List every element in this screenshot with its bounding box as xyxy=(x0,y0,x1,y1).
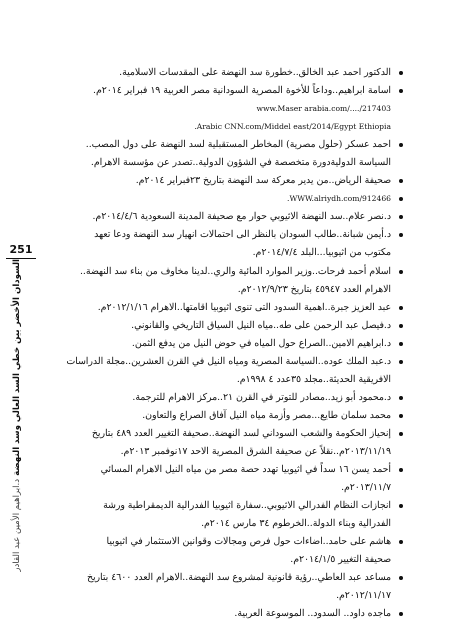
reference-continuation xyxy=(46,515,403,533)
reference-item xyxy=(46,136,403,154)
reference-item xyxy=(46,425,403,443)
reference-item xyxy=(46,64,403,82)
reference-text: محمد سلمان طايع...مصر وأزمة مياه النيل آفاق الصراع والتعاون. xyxy=(142,409,391,421)
bullet-icon xyxy=(399,270,403,274)
reference-continuation xyxy=(46,100,403,118)
reference-item xyxy=(46,208,403,226)
reference-item xyxy=(46,82,403,100)
bullet-icon xyxy=(399,197,403,201)
reference-text: د.أيمن شبانة..طالب السودان بالنظر الى احتمالات انهيار سد النهضة ودعا تعهد xyxy=(94,229,391,241)
bullet-icon xyxy=(399,342,403,346)
reference-item xyxy=(46,461,403,479)
reference-text: ٢٠١٣/١١/١٩م..نقلاً عن صحيفة الشرق المصرية الاحد ١٧نوفمبر ٢٠١٣م. xyxy=(120,445,391,457)
reference-text: إنحياز الحكومة والشعب السوداني لسد النهضة..صحيفة التغيير العدد ٤٨٩ بتاريخ xyxy=(91,427,391,439)
reference-text: عبد العزيز جبرة..اهمية السدود التى تنوى اثيوبيا اقامتها..الاهرام ٢٠١٢/١/١٦م. xyxy=(97,301,391,313)
bullet-icon xyxy=(399,215,403,219)
bullet-icon xyxy=(399,432,403,436)
bullet-icon xyxy=(399,233,403,237)
bullet-icon xyxy=(399,468,403,472)
reference-text: ماجده داود.. السدود.. الموسوعة العربية. xyxy=(234,608,391,620)
reference-item xyxy=(46,497,403,515)
author-name: د.ابراهيم الأمين عبد القادر xyxy=(12,478,22,572)
reference-item xyxy=(46,263,403,281)
bullet-icon xyxy=(399,324,403,328)
reference-continuation xyxy=(46,154,403,172)
bullet-icon xyxy=(399,576,403,580)
reference-text: www.Maser arabia.com/..../217403 xyxy=(256,104,391,114)
reference-text: د.فيصل عبد الرحمن على طه..مياه النيل السياق التاريخي والقانوني. xyxy=(131,319,391,331)
reference-continuation xyxy=(46,371,403,389)
reference-text: انجازات النظام الفدرالي الاثيوبي..سفارة اثيوبيا الفدرالية الديمقراطية ورشة xyxy=(103,500,391,512)
reference-items xyxy=(46,64,403,623)
page-margin xyxy=(0,0,44,640)
reference-text: اسلام أحمد فرحات..وزير الموارد المائية والري..لدينا مخاوف من بناء سد النهضة.. xyxy=(79,265,391,277)
reference-continuation xyxy=(46,118,403,136)
reference-item xyxy=(46,317,403,335)
reference-item xyxy=(46,190,403,208)
reference-text: د.عبد الملك عوده..السياسة المصرية ومياه النيل في القرن العشرين..مجلة الدراسات xyxy=(66,355,391,367)
reference-text: اسامة ابراهيم..وداعاً للأخوة المصرية السودانية مصر العربية ١٩ فبراير ٢٠١٤م. xyxy=(93,85,391,97)
reference-text: د.نصر علام..سد النهضة الاثيوبي حوار مع صحيفة المدينة السعودية ٢٠١٤/٤/٦م. xyxy=(92,211,391,223)
reference-continuation xyxy=(46,479,403,497)
page-number: 251 xyxy=(6,242,36,259)
reference-text: مساعد عبد العاطي..رؤية قانونية لمشروع سد النهضة..الاهرام العدد ٤٦٠٠ بتاريخ xyxy=(86,572,391,584)
reference-continuation xyxy=(46,443,403,461)
reference-text: صحيفة الرياض..من يدير معركة سد النهضة بتاريخ ٢٣فبراير ٢٠١٤م. xyxy=(135,175,391,187)
reference-item xyxy=(46,389,403,407)
reference-text: مكتوب من اثيوبيا...البلد ٢٠١٤/٧/٤م. xyxy=(252,247,391,259)
bullet-icon xyxy=(399,89,403,93)
reference-text: ٢٠١٢/١١/١٧م. xyxy=(336,590,391,602)
bullet-icon xyxy=(399,360,403,364)
bullet-icon xyxy=(399,143,403,147)
reference-item xyxy=(46,533,403,551)
reference-item xyxy=(46,407,403,425)
reference-continuation xyxy=(46,551,403,569)
reference-text: الفدرالية وبناء الدولة..الخرطوم ٣٤ مارس ٢٠١٤م. xyxy=(201,518,391,530)
bullet-icon xyxy=(399,179,403,183)
reference-continuation xyxy=(46,281,403,299)
reference-text: الافريقية الحديثة..مجلد ٣٥عدد ٤ ١٩٩٨م. xyxy=(236,373,391,385)
reference-continuation xyxy=(46,587,403,605)
reference-text: أحمد يسن ١٦ سداً في اثيوبيا تهدد حصة مصر من مياه النيل الاهرام المسائي xyxy=(100,464,391,476)
reference-item xyxy=(46,353,403,371)
reference-item xyxy=(46,605,403,623)
reference-continuation xyxy=(46,244,403,262)
reference-item xyxy=(46,569,403,587)
bullet-icon xyxy=(399,540,403,544)
bullet-icon xyxy=(399,396,403,400)
reference-text: .WWW.alriydh.com/912466 xyxy=(287,194,391,204)
reference-item xyxy=(46,299,403,317)
reference-text: ٢٠١٣/١١/٧م. xyxy=(341,482,391,494)
bullet-icon xyxy=(399,306,403,310)
reference-text: د.محمود أبو زيد..مصادر للتوتر في القرن ٢١..مركز الاهرام للترجمة. xyxy=(132,391,391,403)
bullet-icon xyxy=(399,612,403,616)
bullet-icon xyxy=(399,414,403,418)
reference-item xyxy=(46,226,403,244)
running-title xyxy=(12,259,28,609)
reference-text: السياسة الدوليةدورة متخصصة في الشؤون الدولية..تصدر عن مؤسسة الاهرام. xyxy=(90,157,391,169)
reference-text: صحيفة التغيير ٢٠١٤/١/٥م. xyxy=(290,554,391,566)
reference-item xyxy=(46,335,403,353)
references-list xyxy=(46,64,403,623)
reference-item xyxy=(46,172,403,190)
reference-text: د.ابراهيم الامين..الصراع حول المياه في حوض النيل من يدفع الثمن. xyxy=(131,337,391,349)
bullet-icon xyxy=(399,71,403,75)
reference-text: احمد عسكر (حلول مصرية) المخاطر المستقبلية لسد النهضة على دول المصب.. xyxy=(85,139,391,151)
reference-text: .Arabic CNN.com/Middel east/2014/Egypt Ethiopia xyxy=(194,122,391,132)
reference-text: الاهرام العدد ٤٥٩٤٧ بتاريخ ٢٠١٢/٩/٢٣م. xyxy=(237,283,391,295)
reference-text: هاشم على حامد..اضاءات حول فرص ومجالات وقوانين الاستثمار في اثيوبيا xyxy=(106,536,391,548)
reference-text: الدكتور احمد عبد الخالق..خطورة سد النهضة على المقدسات الاسلامية. xyxy=(119,67,391,78)
book-title: السودان الأخضر بين خطي السد العالي وسد النهضة xyxy=(12,259,22,476)
bullet-icon xyxy=(399,504,403,508)
